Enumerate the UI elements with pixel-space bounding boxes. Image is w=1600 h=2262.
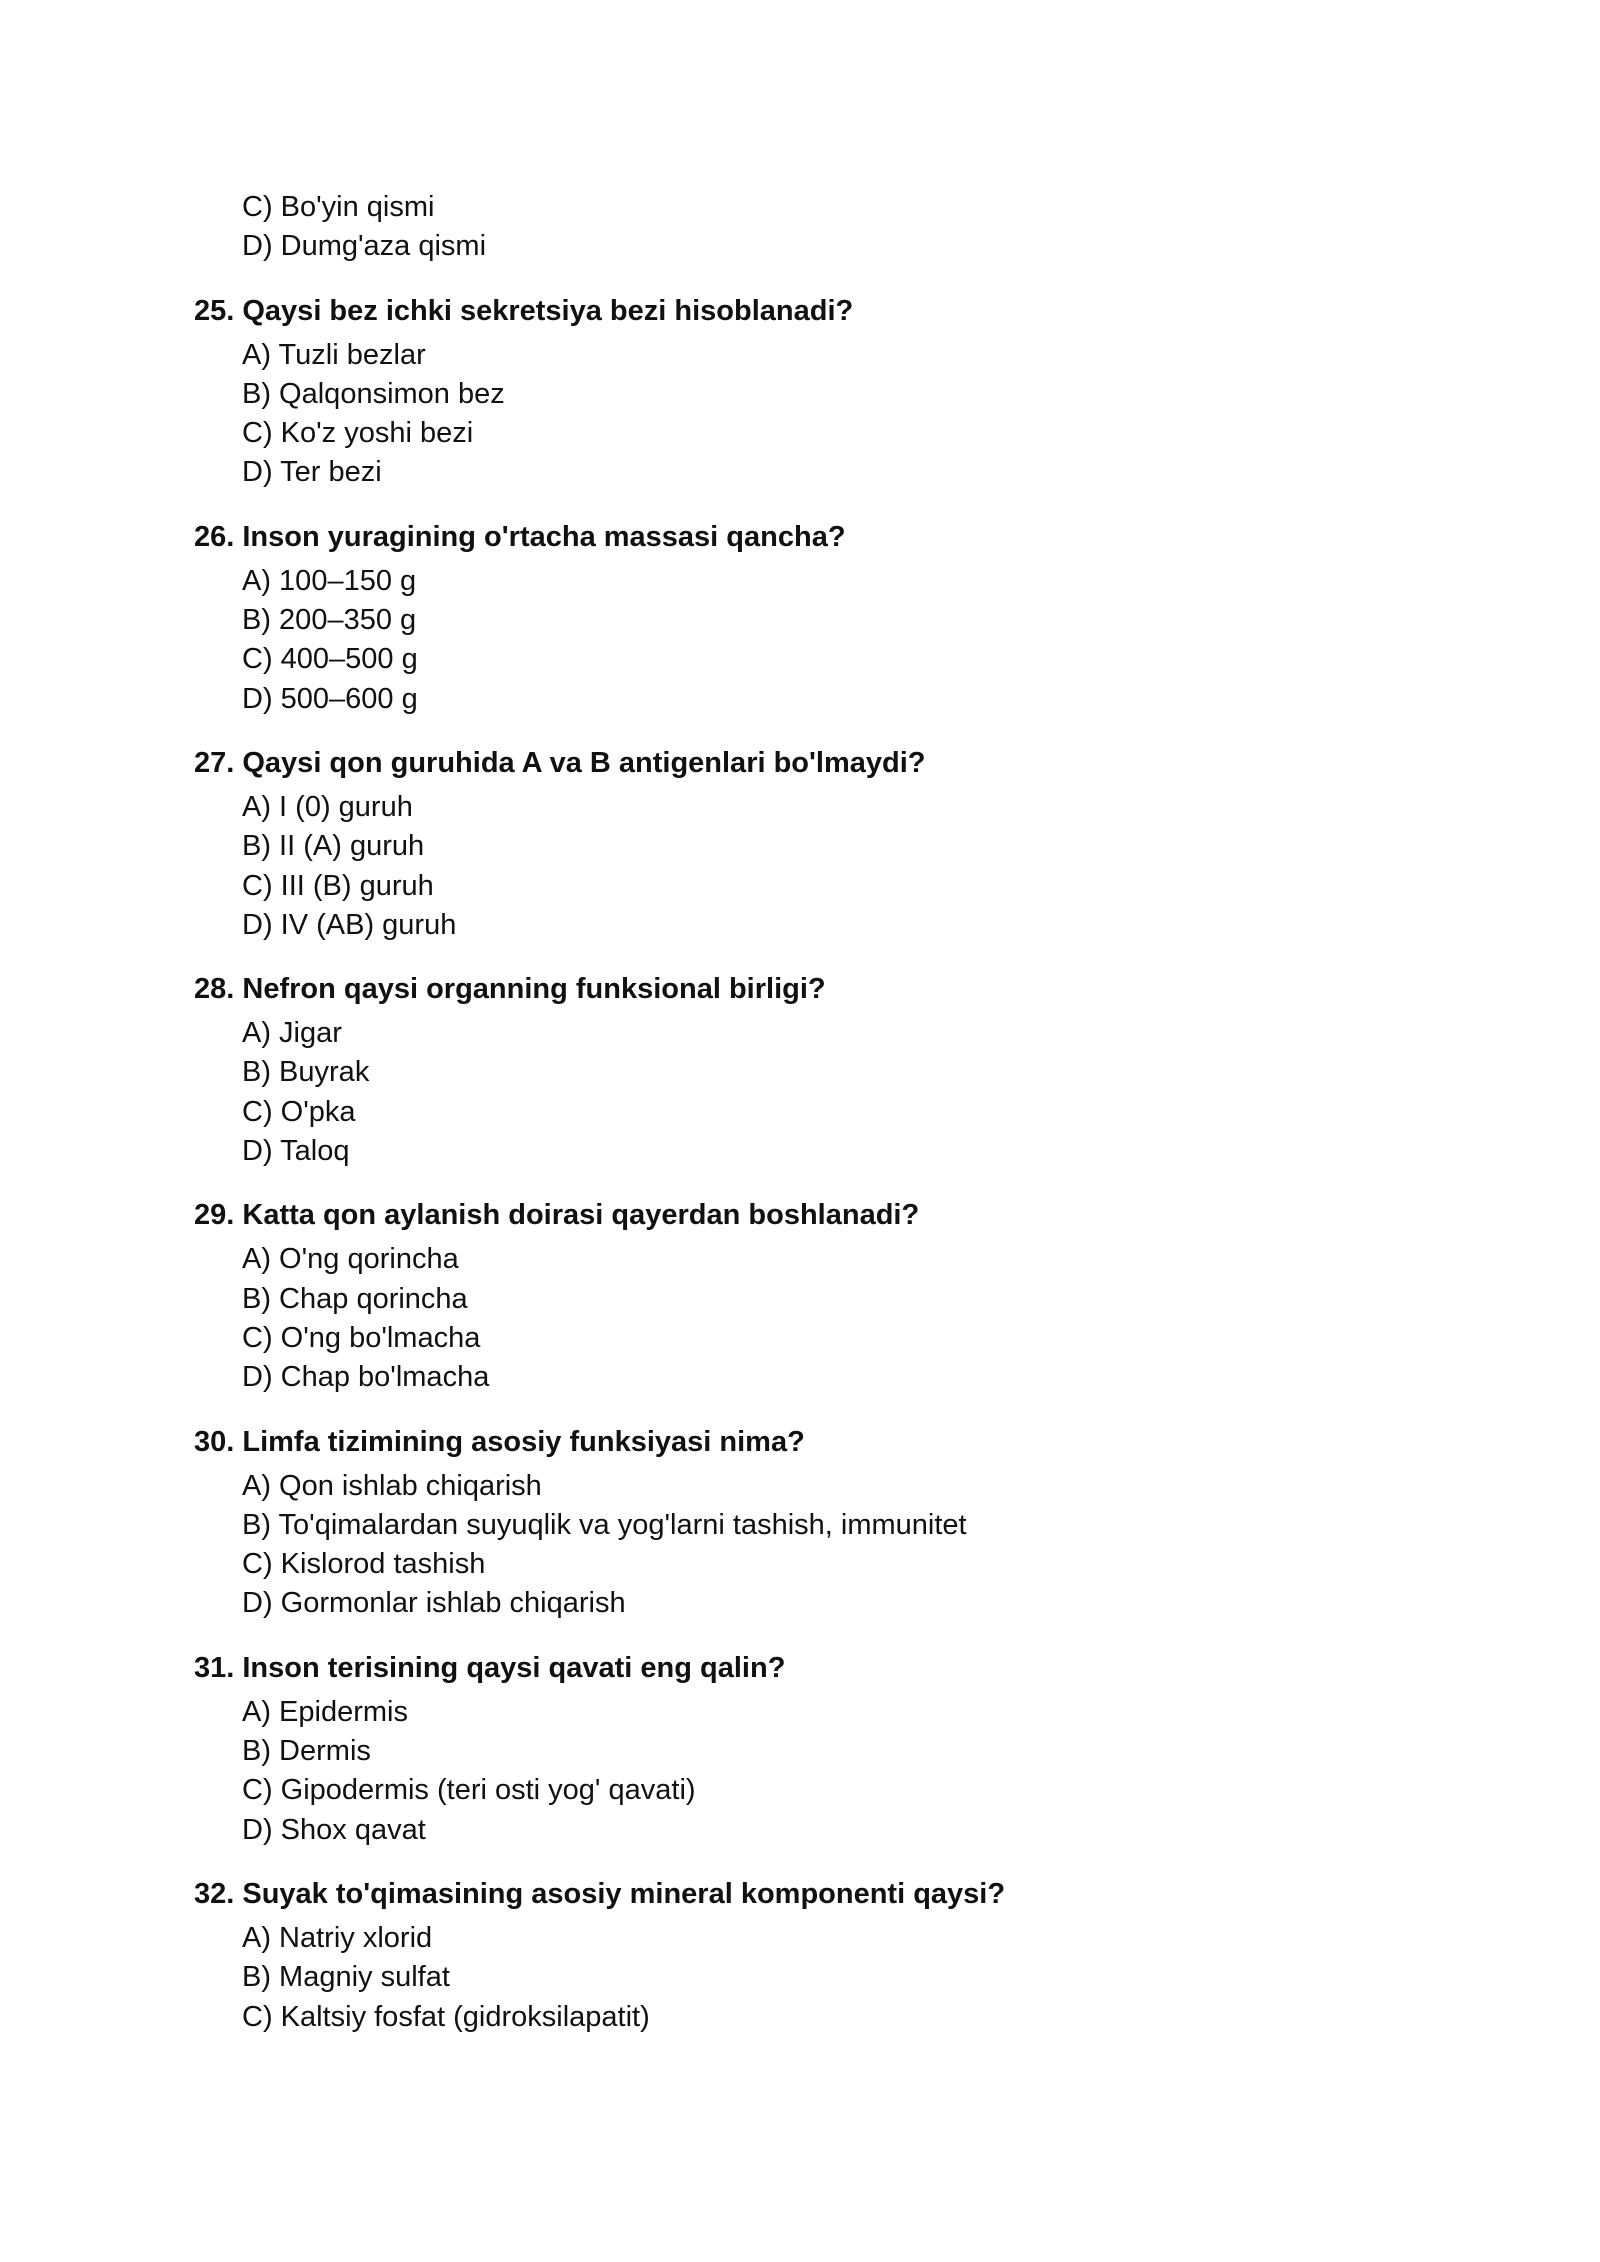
options-list bbox=[242, 336, 1444, 493]
option-item: B) Dermis bbox=[242, 1735, 371, 1768]
option-item: C) III (B) guruh bbox=[242, 869, 434, 902]
option-item: B) Chap qorincha bbox=[242, 1282, 468, 1315]
question-title: 28. Nefron qaysi organning funksional birligi? bbox=[194, 973, 826, 1006]
option-item: C) Gipodermis (teri osti yog' qavati) bbox=[242, 1774, 696, 1807]
question-title: 31. Inson terisining qaysi qavati eng qalin? bbox=[194, 1651, 786, 1684]
question-27 bbox=[194, 743, 1444, 945]
option-item: C) 400–500 g bbox=[242, 643, 418, 676]
question-29 bbox=[194, 1195, 1444, 1397]
question-title: 30. Limfa tizimining asosiy funksiyasi nima? bbox=[194, 1425, 805, 1458]
option-item: A) Jigar bbox=[242, 1017, 342, 1050]
option-item: D) Dumg'aza qismi bbox=[242, 230, 487, 263]
option-item: C) O'pka bbox=[242, 1095, 356, 1128]
option-item: D) Gormonlar ishlab chiqarish bbox=[242, 1587, 626, 1620]
option-item: B) Magniy sulfat bbox=[242, 1961, 450, 1994]
question-title: 25. Qaysi bez ichki sekretsiya bezi hisoblanadi? bbox=[194, 294, 854, 327]
option-item: D) Taloq bbox=[242, 1135, 350, 1168]
option-item: B) To'qimalardan suyuqlik va yog'larni tashish, immunitet bbox=[242, 1508, 967, 1541]
option-item: A) O'ng qorincha bbox=[242, 1243, 459, 1276]
option-item: D) 500–600 g bbox=[242, 682, 418, 715]
option-item: C) Ko'z yoshi bezi bbox=[242, 417, 474, 450]
option-item: C) Bo'yin qismi bbox=[242, 191, 435, 223]
options-list bbox=[242, 788, 1444, 945]
option-item: D) IV (AB) guruh bbox=[242, 908, 457, 941]
option-item: A) Tuzli bezlar bbox=[242, 338, 426, 371]
options-list bbox=[242, 1240, 1444, 1397]
question-title: 29. Katta qon aylanish doirasi qayerdan boshlanadi? bbox=[194, 1199, 920, 1232]
option-item: A) Epidermis bbox=[242, 1695, 408, 1728]
question-title: 27. Qaysi qon guruhida A va B antigenlari bo'lmaydi? bbox=[194, 746, 926, 779]
options-list bbox=[242, 1467, 1444, 1624]
option-item: B) Qalqonsimon bez bbox=[242, 377, 505, 410]
option-item: A) I (0) guruh bbox=[242, 790, 413, 823]
question-26 bbox=[194, 517, 1444, 719]
option-item: C) Kislorod tashish bbox=[242, 1548, 486, 1581]
question-30 bbox=[194, 1422, 1444, 1624]
question-28 bbox=[194, 969, 1444, 1171]
option-item: B) II (A) guruh bbox=[242, 830, 425, 863]
option-item: D) Shox qavat bbox=[242, 1813, 426, 1846]
option-item: C) O'ng bo'lmacha bbox=[242, 1321, 481, 1354]
option-item: A) Qon ishlab chiqarish bbox=[242, 1469, 542, 1502]
option-item: B) Buyrak bbox=[242, 1056, 370, 1089]
options-list bbox=[242, 1014, 1444, 1171]
question-31 bbox=[194, 1648, 1444, 1850]
document-content bbox=[194, 188, 1444, 2037]
question-25 bbox=[194, 291, 1444, 493]
options-list bbox=[242, 1693, 1444, 1850]
option-item: A) 100–150 g bbox=[242, 564, 417, 597]
continued-options bbox=[242, 188, 1444, 267]
question-title: 26. Inson yuragining o'rtacha massasi qancha? bbox=[194, 520, 846, 553]
option-item: A) Natriy xlorid bbox=[242, 1921, 433, 1954]
options-list bbox=[242, 1919, 1444, 2037]
question-32 bbox=[194, 1874, 1444, 2037]
options-list bbox=[242, 562, 1444, 719]
question-title: 32. Suyak to'qimasining asosiy mineral komponenti qaysi? bbox=[194, 1877, 1006, 1910]
option-item: D) Chap bo'lmacha bbox=[242, 1361, 490, 1394]
option-item: B) 200–350 g bbox=[242, 604, 417, 637]
option-item: C) Kaltsiy fosfat (gidroksilapatit) bbox=[242, 2000, 650, 2033]
option-item: D) Ter bezi bbox=[242, 456, 382, 489]
